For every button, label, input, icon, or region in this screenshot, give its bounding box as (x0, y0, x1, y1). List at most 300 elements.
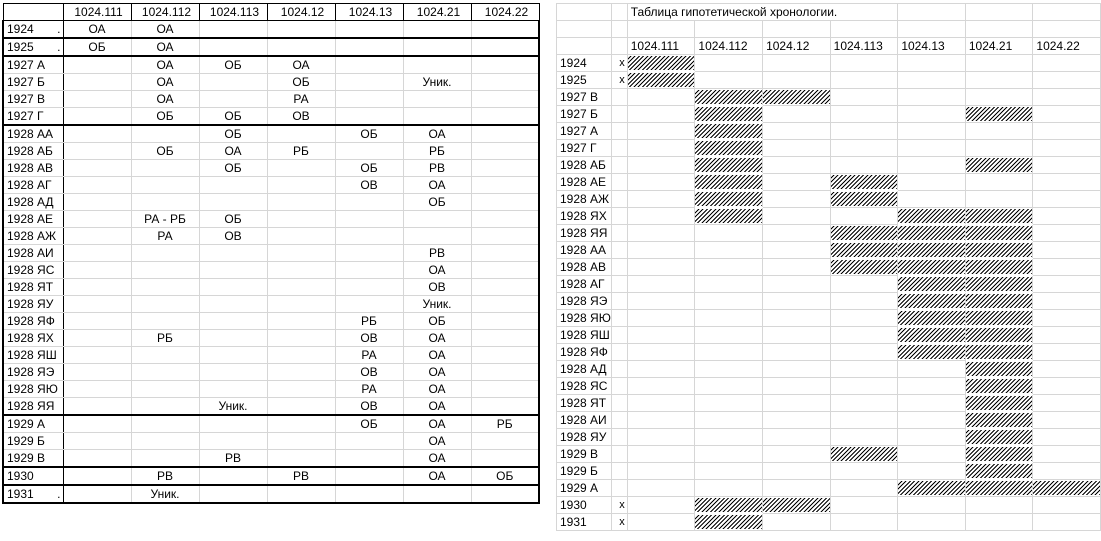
row-mark: . (57, 21, 61, 36)
table-row (3, 125, 539, 143)
data-cell (267, 279, 335, 296)
data-cell: ОВ (267, 108, 335, 126)
data-cell (267, 433, 335, 450)
empty-cell (830, 55, 898, 72)
hatched-period-cell (695, 123, 763, 140)
row-mark (611, 463, 627, 480)
row-label-text: 1928 АВ (7, 160, 54, 175)
empty-cell (1033, 242, 1101, 259)
table-row (3, 56, 539, 74)
data-cell: ОВ (335, 177, 403, 194)
table-row (3, 160, 539, 177)
empty-cell (627, 191, 695, 208)
empty-cell (627, 463, 695, 480)
row-label: 1928 ЯЮ (557, 310, 612, 327)
empty-cell (627, 344, 695, 361)
data-cell (471, 38, 539, 56)
hatched-period-cell (695, 157, 763, 174)
blank-cell (965, 4, 1033, 21)
empty-cell (965, 140, 1033, 157)
chronology-row (557, 225, 1101, 242)
row-label-text: 1928 АД (7, 194, 54, 209)
row-label (3, 228, 63, 245)
chronology-row (557, 106, 1101, 123)
empty-cell (763, 106, 831, 123)
data-cell: ОА (63, 21, 131, 39)
data-cell (63, 160, 131, 177)
data-cell (335, 485, 403, 503)
data-cell (471, 108, 539, 126)
data-cell (403, 485, 471, 503)
row-label (3, 296, 63, 313)
data-cell: Уник. (403, 74, 471, 91)
row-label (3, 279, 63, 296)
table-row (3, 381, 539, 398)
data-cell: ОА (131, 91, 199, 108)
row-label: 1928 АИ (557, 412, 612, 429)
table-row (3, 74, 539, 91)
empty-cell (763, 191, 831, 208)
data-cell (63, 433, 131, 450)
data-cell (131, 279, 199, 296)
chronology-row (557, 55, 1101, 72)
empty-cell (898, 106, 966, 123)
empty-cell (965, 514, 1033, 531)
hatched-period-cell (763, 497, 831, 514)
row-label (3, 160, 63, 177)
data-cell: РБ (335, 313, 403, 330)
data-cell (335, 279, 403, 296)
column-header: 1024.21 (965, 38, 1033, 55)
data-cell: ОА (403, 398, 471, 416)
data-cell: ОА (403, 381, 471, 398)
hatched-period-cell (965, 242, 1033, 259)
data-cell (63, 108, 131, 126)
data-cell (267, 313, 335, 330)
empty-cell (627, 174, 695, 191)
data-cell (267, 364, 335, 381)
empty-cell (695, 463, 763, 480)
row-label (3, 177, 63, 194)
table-row (3, 143, 539, 160)
row-label (3, 194, 63, 211)
data-cell (335, 228, 403, 245)
hatched-period-cell (965, 378, 1033, 395)
hatched-period-cell (965, 106, 1033, 123)
empty-cell (965, 55, 1033, 72)
data-cell (199, 433, 267, 450)
empty-cell (695, 446, 763, 463)
data-cell (131, 347, 199, 364)
row-label (3, 245, 63, 262)
data-cell: ОА (131, 38, 199, 56)
data-cell: ОА (403, 347, 471, 364)
data-cell: РВ (267, 467, 335, 485)
data-cell: ОБ (63, 38, 131, 56)
empty-cell (898, 157, 966, 174)
data-cell (63, 450, 131, 468)
empty-cell (1033, 310, 1101, 327)
data-cell (63, 56, 131, 74)
data-cell (131, 194, 199, 211)
table-row (3, 415, 539, 433)
hatched-period-cell (965, 463, 1033, 480)
row-label: 1928 АД (557, 361, 612, 378)
empty-cell (695, 378, 763, 395)
row-label (3, 398, 63, 416)
data-cell (471, 21, 539, 39)
row-label (3, 56, 63, 74)
empty-cell (898, 89, 966, 106)
empty-cell (898, 446, 966, 463)
data-cell: ОА (131, 21, 199, 39)
data-cell (199, 381, 267, 398)
data-cell: ОА (403, 433, 471, 450)
empty-cell (763, 429, 831, 446)
empty-cell (695, 395, 763, 412)
data-cell: Уник. (199, 398, 267, 416)
hatched-period-cell (695, 140, 763, 157)
row-label (3, 433, 63, 450)
row-label: 1931 (557, 514, 612, 531)
data-cell (63, 485, 131, 503)
data-cell (131, 296, 199, 313)
blank-cell (611, 4, 627, 21)
empty-cell (627, 259, 695, 276)
row-label (3, 125, 63, 143)
row-label (3, 38, 63, 56)
chronology-row (557, 276, 1101, 293)
data-cell: ОВ (403, 279, 471, 296)
empty-cell (763, 514, 831, 531)
row-label: 1929 Б (557, 463, 612, 480)
data-cell (131, 245, 199, 262)
empty-cell (695, 480, 763, 497)
empty-cell (763, 208, 831, 225)
hatched-period-cell (965, 480, 1033, 497)
hatched-period-cell (695, 497, 763, 514)
row-label-text: 1929 Б (7, 433, 45, 448)
column-header: 1024.113 (830, 38, 898, 55)
empty-cell (1033, 72, 1101, 89)
row-label: 1930 (557, 497, 612, 514)
data-cell (131, 364, 199, 381)
empty-cell (1033, 293, 1101, 310)
empty-cell (898, 514, 966, 531)
row-label (3, 21, 63, 39)
row-label-text: 1925 (7, 39, 34, 54)
empty-cell (898, 72, 966, 89)
data-cell (267, 211, 335, 228)
empty-cell (763, 327, 831, 344)
data-cell: РВ (131, 467, 199, 485)
row-label: 1927 А (557, 123, 612, 140)
chronology-row (557, 429, 1101, 446)
empty-cell (830, 72, 898, 89)
empty-cell (830, 361, 898, 378)
row-label (3, 74, 63, 91)
row-label: 1929 А (557, 480, 612, 497)
row-label-text: 1928 ЯШ (7, 347, 57, 362)
data-cell (63, 364, 131, 381)
row-label (3, 91, 63, 108)
data-cell (199, 347, 267, 364)
row-mark (611, 157, 627, 174)
data-cell (335, 21, 403, 39)
data-cell: РБ (131, 330, 199, 347)
table-row (3, 194, 539, 211)
row-label-text: 1928 ЯЯ (7, 398, 55, 413)
empty-cell (898, 55, 966, 72)
empty-cell (830, 412, 898, 429)
empty-cell (763, 72, 831, 89)
data-cell: ОБ (335, 160, 403, 177)
data-cell (267, 330, 335, 347)
row-mark (611, 89, 627, 106)
chronology-row (557, 497, 1101, 514)
data-cell: ОА (131, 56, 199, 74)
hatched-period-cell (695, 514, 763, 531)
row-label-text: 1928 ЯЭ (7, 364, 55, 379)
empty-cell (627, 276, 695, 293)
hatched-period-cell (830, 174, 898, 191)
empty-cell (1033, 446, 1101, 463)
hatched-period-cell (965, 259, 1033, 276)
empty-cell (830, 395, 898, 412)
empty-cell (1033, 276, 1101, 293)
blank-row (557, 21, 1101, 38)
hatched-period-cell (830, 446, 898, 463)
data-cell (131, 125, 199, 143)
hatched-period-cell (965, 327, 1033, 344)
data-cell (471, 433, 539, 450)
empty-cell (763, 174, 831, 191)
hatched-period-cell (830, 191, 898, 208)
data-cell (267, 415, 335, 433)
row-label-text: 1928 ЯХ (7, 330, 54, 345)
row-mark: x (611, 497, 627, 514)
empty-cell (627, 327, 695, 344)
data-cell: РБ (471, 415, 539, 433)
data-cell: Уник. (403, 296, 471, 313)
data-cell (199, 296, 267, 313)
data-cell (267, 177, 335, 194)
hatched-period-cell (1033, 480, 1101, 497)
row-mark (611, 480, 627, 497)
data-cell: ОБ (199, 125, 267, 143)
hatched-period-cell (965, 395, 1033, 412)
table-row (3, 364, 539, 381)
data-cell (63, 91, 131, 108)
data-cell: ОБ (199, 108, 267, 126)
empty-cell (830, 310, 898, 327)
data-cell: ОБ (199, 211, 267, 228)
hatched-period-cell (965, 225, 1033, 242)
empty-cell (763, 55, 831, 72)
hatched-period-cell (898, 327, 966, 344)
empty-cell (695, 293, 763, 310)
data-cell (335, 74, 403, 91)
hatched-period-cell (965, 412, 1033, 429)
hatched-period-cell (898, 480, 966, 497)
data-cell: ОА (131, 74, 199, 91)
data-cell: ОА (199, 143, 267, 160)
data-cell (471, 74, 539, 91)
row-mark (611, 310, 627, 327)
data-cell (267, 262, 335, 279)
data-cell (63, 296, 131, 313)
blank-cell (898, 21, 966, 38)
empty-cell (627, 412, 695, 429)
data-cell (403, 38, 471, 56)
data-cell (267, 347, 335, 364)
data-cell: ОА (403, 330, 471, 347)
empty-cell (695, 344, 763, 361)
chronology-row (557, 72, 1101, 89)
row-label: 1928 ЯТ (557, 395, 612, 412)
data-cell (63, 381, 131, 398)
empty-cell (627, 395, 695, 412)
data-cell: РА (267, 91, 335, 108)
hatched-period-cell (965, 276, 1033, 293)
data-cell: ОА (403, 415, 471, 433)
row-mark: x (611, 72, 627, 89)
data-cell (335, 143, 403, 160)
data-cell (471, 485, 539, 503)
empty-cell (1033, 463, 1101, 480)
data-cell: ОА (403, 125, 471, 143)
data-cell (199, 74, 267, 91)
empty-cell (830, 463, 898, 480)
data-cell (199, 91, 267, 108)
chronology-row (557, 344, 1101, 361)
row-mark (611, 446, 627, 463)
chronology-row (557, 412, 1101, 429)
hatched-period-cell (898, 276, 966, 293)
chronology-row (557, 480, 1101, 497)
hatched-period-cell (830, 259, 898, 276)
data-cell (471, 177, 539, 194)
data-cell (471, 279, 539, 296)
row-label-text: 1928 ЯФ (7, 313, 55, 328)
data-cell: ОА (403, 262, 471, 279)
data-cell (63, 330, 131, 347)
data-cell (199, 279, 267, 296)
hatched-period-cell (965, 310, 1033, 327)
empty-cell (965, 123, 1033, 140)
row-mark (611, 106, 627, 123)
chronology-row (557, 208, 1101, 225)
data-cell: ОБ (335, 415, 403, 433)
row-label: 1925 (557, 72, 612, 89)
column-header: 1024.22 (1033, 38, 1101, 55)
column-header: 1024.13 (898, 38, 966, 55)
data-cell: РБ (267, 143, 335, 160)
row-mark: . (57, 486, 61, 501)
empty-cell (627, 123, 695, 140)
row-label: 1928 АЕ (557, 174, 612, 191)
data-cell (199, 485, 267, 503)
chronology-row (557, 123, 1101, 140)
data-cell (471, 381, 539, 398)
data-cell (199, 21, 267, 39)
row-label: 1927 Б (557, 106, 612, 123)
data-cell: ОА (267, 56, 335, 74)
row-label: 1928 АГ (557, 276, 612, 293)
chronology-row (557, 514, 1101, 531)
empty-cell (830, 344, 898, 361)
chronology-row (557, 446, 1101, 463)
data-cell (335, 262, 403, 279)
data-cell (199, 262, 267, 279)
table-row (3, 485, 539, 503)
chronology-row (557, 191, 1101, 208)
empty-cell (1033, 327, 1101, 344)
data-cell (267, 485, 335, 503)
row-label (3, 364, 63, 381)
row-label-text: 1928 ЯС (7, 262, 55, 277)
data-cell (131, 381, 199, 398)
empty-cell (627, 361, 695, 378)
chronology-row (557, 259, 1101, 276)
data-cell (471, 450, 539, 468)
data-cell (471, 228, 539, 245)
row-mark: . (57, 39, 61, 54)
row-mark: x (611, 55, 627, 72)
hatched-period-cell (965, 293, 1033, 310)
empty-cell (763, 259, 831, 276)
hatched-period-cell (695, 191, 763, 208)
column-header: 1024.113 (199, 4, 267, 21)
data-cell: ОБ (403, 313, 471, 330)
table-row (3, 211, 539, 228)
data-cell: ОБ (471, 467, 539, 485)
hatched-period-cell (627, 72, 695, 89)
empty-cell (898, 123, 966, 140)
row-mark (611, 361, 627, 378)
empty-cell (695, 55, 763, 72)
empty-cell (627, 497, 695, 514)
empty-cell (627, 293, 695, 310)
data-cell: РА (335, 347, 403, 364)
data-cell (63, 313, 131, 330)
row-mark (611, 344, 627, 361)
observation-table (2, 3, 540, 504)
row-label-text: 1927 Б (7, 74, 45, 89)
data-cell (131, 415, 199, 433)
empty-cell (830, 480, 898, 497)
data-cell: ОА (403, 364, 471, 381)
title-row (557, 4, 1101, 21)
data-cell: ОБ (131, 143, 199, 160)
empty-cell (1033, 191, 1101, 208)
table-row (3, 38, 539, 56)
empty-cell (627, 378, 695, 395)
row-label (3, 347, 63, 364)
data-cell (63, 262, 131, 279)
row-label (3, 485, 63, 503)
empty-cell (1033, 497, 1101, 514)
empty-cell (1033, 259, 1101, 276)
data-cell (471, 194, 539, 211)
empty-cell (695, 242, 763, 259)
row-label-text: 1928 АЖ (7, 228, 57, 243)
row-label-text: 1928 АИ (7, 245, 54, 260)
row-label: 1928 ЯФ (557, 344, 612, 361)
table-row (3, 347, 539, 364)
data-cell (199, 177, 267, 194)
row-label (3, 262, 63, 279)
